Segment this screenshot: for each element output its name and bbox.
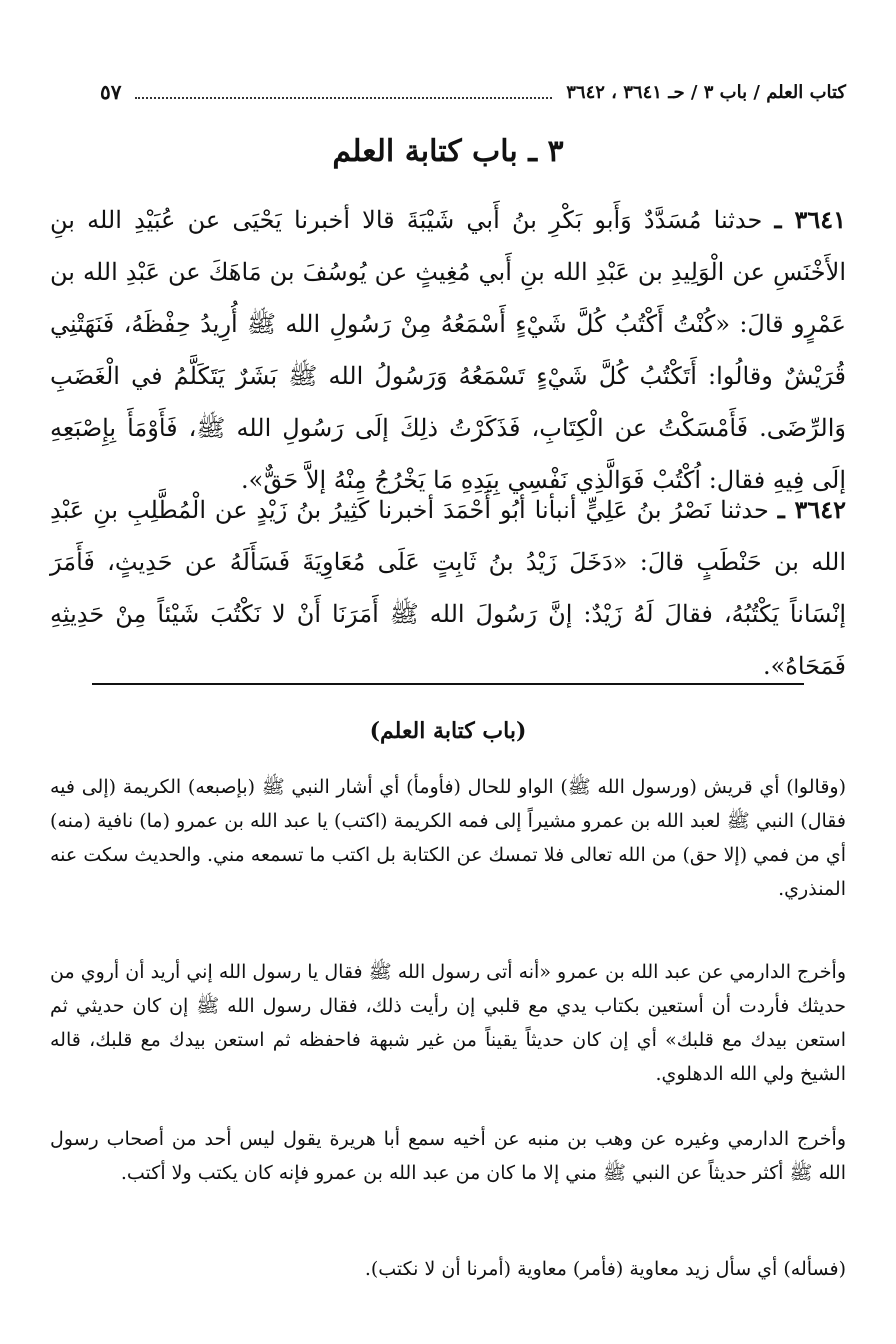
commentary-paragraph: وأخرج الدارمي وغيره عن وهب بن منبه عن أخيه سمع أبا هريرة يقول ليس أحد من أصحاب رسول الله ﷺ أكثر حديثاً عن النبي ﷺ مني إلا ما كان من عبد الله بن عمرو فإنه كان يكتب ولا أكتب. <box>50 1128 846 1184</box>
header-dotted-leader <box>135 85 552 99</box>
page-number: ٥٧ <box>100 80 122 104</box>
commentary-paragraph: وأخرج الدارمي عن عبد الله بن عمرو «أنه أتى رسول الله ﷺ فقال يا رسول الله إني أريد أن أروي من حديثك فأردت أن أستعين بكتاب يدي مع قلبي إن رأيت ذلك، فقال رسول الله ﷺ إن كان حديثي ثم استعن بيدك مع قلبك» أي إن كان حديثاً يقيناً من غير شبهة فاحفظه ثم استعن بيدك مع قلبك، قاله الشيخ ولي الله الدهلوي. <box>50 961 846 1085</box>
hadith-number: ٣٦٤١ ـ <box>774 205 846 234</box>
running-header <box>100 78 846 106</box>
commentary-title: (باب كتابة العلم) <box>369 718 527 744</box>
commentary-paragraph: (وقالوا) أي قريش (ورسول الله ﷺ) الواو للحال (فأومأ) أي أشار النبي ﷺ (بإصبعه) الكريمة (إلى فيه فقال) النبي ﷺ لعبد الله بن عمرو مشيراً إلى فمه الكريمة (اكتب) يا عبد الله بن عمرو (ما) نافية (منه) أي من فمي (إلا حق) من الله تعالى فلا تمسك عن الكتابة بل اكتب ما تسمعه مني. والحديث سكت عنه المنذري. <box>50 776 846 900</box>
hadith-number: ٣٦٤٢ ـ <box>777 495 846 524</box>
hadith-3642 <box>50 484 846 692</box>
commentary-paragraph: (فسأله) أي سأل زيد معاوية (فأمر) معاوية (أمرنا أن لا نكتب). <box>364 1258 846 1280</box>
section-divider <box>92 683 804 685</box>
header-title: كتاب العلم / باب ٣ / حـ ٣٦٤١ ، ٣٦٤٢ <box>566 81 846 103</box>
hadith-text: حدثنا مُسَدَّدٌ وَأَبو بَكْرِ بنُ أَبي شَيْبَةَ قالا أخبرنا يَحْيَى عن عُبَيْدِ الله بنِ الأَخْنَسِ عن الْوَلِيدِ بن عَبْدِ الله بنِ أَبي مُغِيثٍ عن يُوسُفَ بن مَاهَكَ عن عَبْدِ الله بن عَمْرٍو قالَ: «كُنْتُ أَكْتُبُ كُلَّ شَيْءٍ أَسْمَعُهُ مِنْ رَسُولِ الله ﷺ أُرِيدُ حِفْظَهُ، فَنَهَتْنِي قُرَيْشٌ وقالُوا: أَتَكْتُبُ كُلَّ شَيْءٍ تَسْمَعُهُ وَرَسُولُ الله ﷺ بَشَرٌ يَتَكَلَّمُ في الْغَضَبِ وَالرِّضَى. فَأَمْسَكْتُ عن الْكِتَابِ، فَذَكَرْتُ ذلِكَ إلَى رَسُولِ الله ﷺ، فَأَوْمَأَ بِإِصْبَعِهِ إلَى فِيهِ فقال: اُكْتُبْ فَوَالَّذِي نَفْسِي بِيَدِهِ مَا يَخْرُجُ مِنْهُ إلاَّ حَقٌّ». <box>50 206 847 494</box>
chapter-title: ٣ ـ باب كتابة العلم <box>332 134 564 169</box>
hadith-text: حدثنا نَصْرُ بنُ عَلِيٍّ أنبأنا أبُو أَحْمَدَ أخبرنا كَثِيرُ بنُ زَيْدٍ عن الْمُطَّلِبِ بنِ عَبْدِ الله بن حَنْطَبٍ قالَ: «دَخَلَ زَيْدُ بنُ ثَابِتٍ عَلَى مُعَاوِيَةَ فَسَأَلَهُ عن حَدِيثٍ، فَأَمَرَ إنْسَاناً يَكْتُبُهُ، فقالَ لَهُ زَيْدٌ: إنَّ رَسُولَ الله ﷺ أَمَرَنَا أَنْ لا نَكْتُبَ شَيْئاً مِنْ حَدِيثِهِ فَمَحَاهُ». <box>50 496 846 680</box>
hadith-3641 <box>50 194 846 506</box>
